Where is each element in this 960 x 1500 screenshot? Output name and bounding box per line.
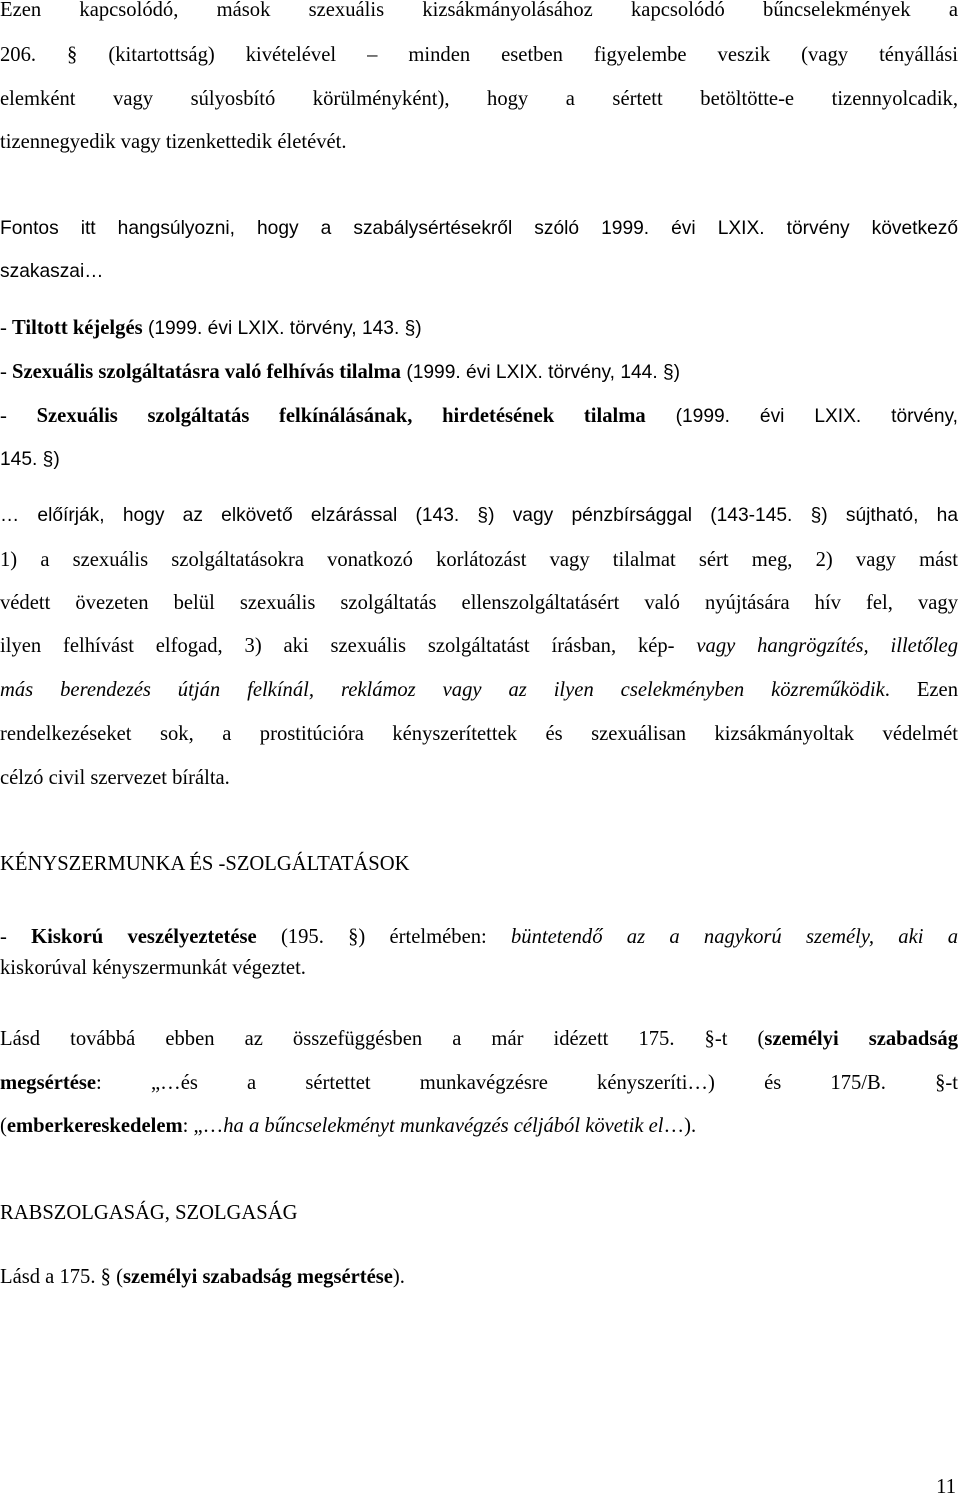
reference-text: (1999. évi LXIX. törvény, 143. §): [142, 318, 422, 339]
paragraph-line: [0, 1113, 958, 1139]
text-span: : „…: [182, 1115, 224, 1137]
text-span: ).: [392, 1266, 405, 1288]
reference-text: (1999. évi LXIX. törvény, 144. §): [400, 362, 681, 383]
bold-term: Kiskorú veszélyeztetése: [31, 926, 257, 948]
paragraph-line: tizennegyedik vagy tizenkettedik életévét.: [0, 131, 347, 153]
list-dash: -: [0, 405, 37, 427]
section-heading: RABSZOLGASÁG, SZOLGASÁG: [0, 1202, 298, 1224]
paragraph-line: [0, 633, 958, 659]
text-span: ilyen felhívást elfogad, 3) aki szexuális szolgáltatást írásban, kép-: [0, 635, 697, 657]
paragraph-line: … előírják, hogy az elkövető elzárással (143. §) vagy pénzbírsággal (143-145. §) sújtható, ha: [0, 505, 958, 526]
bold-term: Szexuális szolgáltatás felkínálásának, hirdetésének tilalma: [36, 405, 646, 427]
bold-term: emberkereskedelem: [6, 1115, 183, 1137]
bold-term: megsértése: [0, 1072, 97, 1094]
paragraph-line: 145. §): [0, 449, 60, 470]
paragraph-line: [0, 1264, 958, 1290]
italic-text: büntetendő az a nagykorú személy, aki a: [511, 926, 958, 948]
text-span: (: [0, 1115, 7, 1137]
list-item-tiltott-kejelges: [0, 315, 958, 342]
paragraph-line: védett övezeten belül szexuális szolgáltatás ellenszolgáltatásért való nyújtására hív fel, vagy: [0, 592, 958, 614]
list-dash: -: [0, 926, 32, 948]
list-item-szexualis-hirdetes: [0, 403, 958, 430]
paragraph-line: Fontos itt hangsúlyozni, hogy a szabálysértésekről szóló 1999. évi LXIX. törvény következő: [0, 218, 958, 239]
paragraph-line: rendelkezéseket sok, a prostitúcióra kényszerítettek és szexuálisan kizsákmányoltak védelmét: [0, 723, 958, 745]
bold-term: személyi szabadság megsértése: [122, 1266, 393, 1288]
list-item-szexualis-felhivas: [0, 359, 958, 386]
list-item-kiskoru: [0, 924, 958, 950]
bold-term: Tiltott kéjelgés: [12, 317, 143, 339]
italic-text: ha a bűncselekményt munkavégzés céljából követik el: [223, 1115, 664, 1137]
italic-text: más berendezés útján felkínál, reklámoz vagy az ilyen cselekményben közreműködik: [0, 679, 885, 701]
paragraph-line: [0, 1026, 958, 1052]
paragraph-line: szakaszai…: [0, 261, 104, 282]
section-heading: KÉNYSZERMUNKA ÉS -SZOLGÁLTATÁSOK: [0, 853, 410, 875]
text-span: Lásd továbbá ebben az összefüggésben a már idézett 175. §-t (: [0, 1028, 765, 1050]
text-span: : „…és a sértettet munkavégzésre kényszeríti…) és 175/B. §-t: [96, 1072, 958, 1094]
text-span: . Ezen: [884, 679, 958, 701]
paragraph-line: 1) a szexuális szolgáltatásokra vonatkozó korlátozást vagy tilalmat sért meg, 2) vagy mást: [0, 549, 958, 571]
paragraph-line: Ezen kapcsolódó, mások szexuális kizsákmányolásához kapcsolódó bűncselekmények a: [0, 0, 958, 21]
paragraph-line: [0, 1070, 958, 1096]
paragraph-line: kiskorúval kényszermunkát végeztet.: [0, 957, 306, 979]
paragraph-line: 206. § (kitartottság) kivételével – minden esetben figyelembe veszik (vagy tényállási: [0, 44, 958, 66]
text-span: Lásd a 175. § (: [0, 1266, 123, 1288]
text-span: …).: [663, 1115, 697, 1137]
paragraph-line: célzó civil szervezet bírálta.: [0, 767, 230, 789]
italic-text: vagy hangrögzítés, illetőleg: [696, 635, 958, 657]
paragraph-line: elemként vagy súlyosbító körülményként), hogy a sértett betöltötte-e tizennyolcadik,: [0, 88, 958, 110]
text-span: (195. §) értelmében:: [256, 926, 511, 948]
reference-text: (1999. évi LXIX. törvény,: [645, 406, 958, 427]
page-number: 11: [936, 1476, 956, 1498]
list-dash: -: [0, 361, 13, 383]
paragraph-line: [0, 677, 958, 703]
bold-term: személyi szabadság: [764, 1028, 958, 1050]
list-dash: -: [0, 317, 13, 339]
bold-term: Szexuális szolgáltatásra való felhívás tilalma: [12, 361, 401, 383]
